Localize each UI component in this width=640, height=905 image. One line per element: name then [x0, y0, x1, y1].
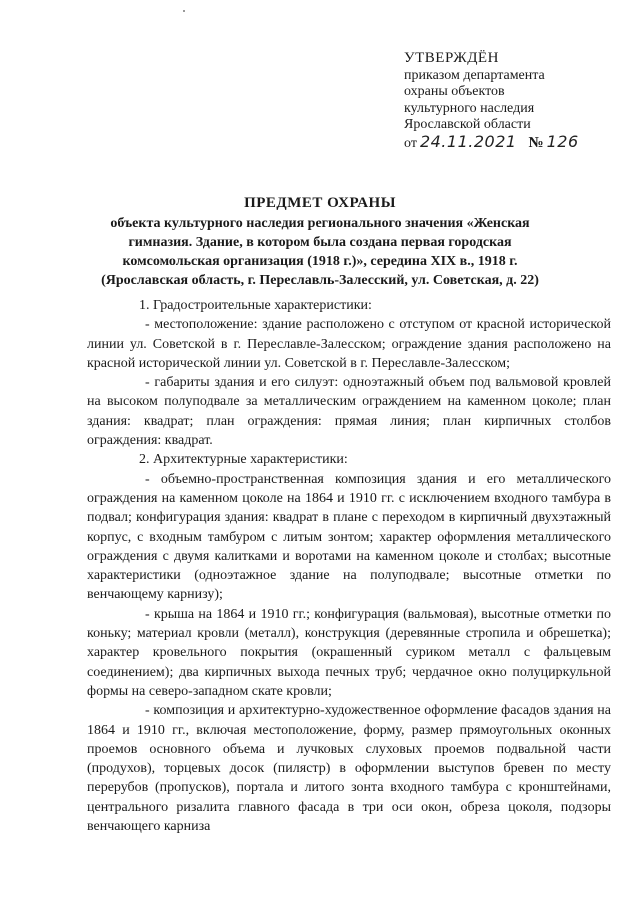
body-paragraph: - местоположение: здание расположено с отступом от красной исторической линии ул. Советской в г. Переславле-Залесском; ограждение здания расположено на красной исторической линии ул. Советской в г. Переславле-Залесском;	[87, 317, 611, 371]
approval-line: охраны объектов	[404, 84, 505, 100]
approval-block	[404, 50, 624, 153]
scan-speck	[183, 10, 185, 12]
document-title: ПРЕДМЕТ ОХРАНЫ	[244, 195, 396, 211]
body-paragraph: - композиция и архитектурно-художественное оформление фасадов здания на 1864 и 1910 гг., включая местоположение, форму, размер прямоугольных оконных проемов основного объема и лучковых слуховых проемов подвальной части (продухов), торцевых досок (пилястр) в оформлении выступов бревен по месту перерубов (пропусков), портала и литого зонта входного тамбура с кронштейнами, центрального ризалита главного фасада в три оси окон, обреза цоколя, подзоры венчающего карниза	[87, 703, 611, 835]
approval-line: культурного наследия	[404, 100, 535, 116]
section-heading: 1. Градостроительные характеристики:	[139, 298, 372, 313]
body-paragraph: - крыша на 1864 и 1910 гг.; конфигурация (вальмовая), высотные отметки по коньку; материал кровли (металл), конструкция (деревянные стропила и обрешетка); характер кровельного покрытия (окрашенный суриком металл с фальцевым соединением); два кирпичных выхода печных труб; чердачное окно полуциркульной формы на северо-западном скате кровли;	[87, 606, 611, 699]
body-paragraph: - габариты здания и его силуэт: одноэтажный объем под вальмовой кровлей на высоком полуподвале за металлическим ограждением на каменном цоколе; план здания: квадрат; план ограждения: прямая линия; план кирпичных столбов ограждения: квадрат.	[87, 375, 611, 449]
document-body	[87, 296, 611, 836]
approval-line: Ярославской области	[404, 117, 531, 133]
section-heading: 2. Архитектурные характеристики:	[139, 452, 348, 468]
approval-line: приказом департамента	[404, 67, 545, 83]
date-prefix: от	[404, 135, 417, 151]
document-subtitle: объекта культурного наследия регионального значения «Женская гимназия. Здание, в котором была создана первая городская комсомольская организация (1918 г.)», середина XIX в., 1918 г. (Ярославская область, г. Переславль-Залесский, ул. Советская, д. 22)	[101, 216, 539, 288]
body-paragraph: - объемно-пространственная композиция здания и его металлического ограждения на каменном цоколе на 1864 и 1910 гг. с исключением входного тамбура в подвал; конфигурация здания: квадрат в плане с переходом в кирпичный двухэтажный корпус, с входным тамбуром с литым зонтом; характер оформления металлического ограждения с двумя калитками и воротами на каменном цоколе и столбах; высотные характеристики (одноэтажное здание на полуподвале; высотные отметки по венчающему карнизу);	[87, 471, 611, 603]
approval-date-line	[404, 131, 624, 153]
handwritten-number: 126	[546, 131, 579, 151]
number-sign: №	[528, 134, 544, 151]
approval-heading: УТВЕРЖДЁН	[404, 50, 499, 66]
handwritten-date: 24.11.2021	[419, 131, 517, 151]
